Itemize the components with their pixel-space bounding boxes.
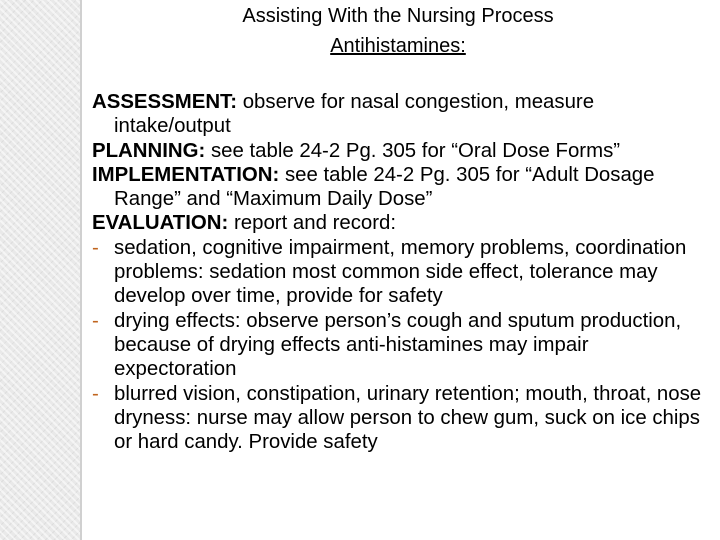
- list-item: [92, 236, 714, 309]
- bullet-dash-icon: -: [92, 382, 99, 405]
- assessment-paragraph: [92, 90, 714, 139]
- slide-body: [92, 90, 714, 454]
- implementation-text: see table 24-2 Pg. 305 for “Adult Dosage Range” and “Maximum Daily Dose”: [114, 163, 655, 211]
- planning-paragraph: [92, 139, 714, 163]
- implementation-label: IMPLEMENTATION:: [92, 163, 280, 186]
- slide-title: Assisting With the Nursing Process: [242, 5, 554, 27]
- assessment-label: ASSESSMENT:: [92, 91, 238, 113]
- evaluation-paragraph: [92, 211, 714, 235]
- bullet-text: sedation, cognitive impairment, memory problems, coordination problems: sedation most common side effect, tolerance may develop over time, provide for safety: [114, 236, 687, 308]
- evaluation-bullet-list: [92, 236, 714, 455]
- implementation-paragraph: [92, 163, 714, 212]
- decorative-sidebar: [0, 0, 80, 540]
- evaluation-label: EVALUATION:: [92, 212, 229, 235]
- bullet-dash-icon: -: [92, 309, 99, 332]
- list-item: [92, 309, 714, 382]
- slide-subtitle: Antihistamines:: [330, 35, 466, 57]
- evaluation-text: report and record:: [228, 212, 397, 235]
- planning-label: PLANNING:: [92, 139, 206, 162]
- planning-text: see table 24-2 Pg. 305 for “Oral Dose Forms”: [205, 139, 621, 162]
- bullet-text: blurred vision, constipation, urinary retention; mouth, throat, nose dryness: nurse may allow person to chew gum, suck on ice chips or hard candy. Provide safety: [114, 382, 702, 454]
- bullet-dash-icon: -: [92, 236, 99, 259]
- bullet-text: drying effects: observe person’s cough and sputum production, because of drying effects anti-histamines may impair expectoration: [114, 309, 682, 381]
- list-item: [92, 382, 714, 455]
- sidebar-divider: [80, 0, 82, 540]
- assessment-text: observe for nasal congestion, measure intake/output: [114, 91, 595, 138]
